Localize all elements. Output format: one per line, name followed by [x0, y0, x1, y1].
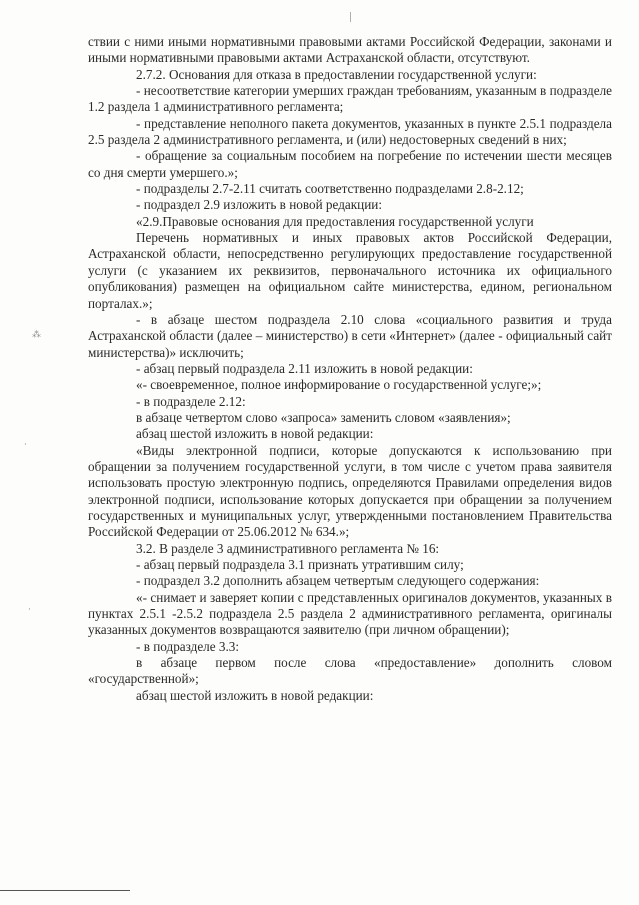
- paragraph: 3.2. В разделе 3 административного регламента № 16:: [136, 540, 440, 556]
- page-bottom-rule: [0, 890, 130, 891]
- scan-speck: ·: [28, 605, 31, 615]
- paragraph: - несоответствие категории умерших граждан требованиям, указанным в подразделе 1.2 раздела 1 административного регламента;: [88, 83, 612, 115]
- paragraph: в абзаце четвертом слово «запроса» заменить словом «заявления»;: [136, 409, 511, 425]
- paragraph: - подраздел 3.2 дополнить абзацем четвертым следующего содержания:: [136, 573, 540, 589]
- paragraph: - в подразделе 3.3:: [136, 638, 240, 654]
- paragraph: - абзац первый подраздела 2.11 изложить в новой редакции:: [136, 360, 473, 376]
- paragraph: Перечень нормативных и иных правовых актов Российской Федерации, Астраханской области, непосредственно регулирующих предоставление государственной услуги (с указанием их реквизитов, первоначального источника их официального опубликования) размещен на официальном сайте министерства, едином, региональном порталах.»;: [88, 230, 612, 311]
- paragraph: - подраздел 2.9 изложить в новой редакции:: [136, 197, 383, 213]
- paragraph: абзац шестой изложить в новой редакции:: [136, 687, 374, 703]
- paragraph: в абзаце первом после слова «предоставление» дополнить словом «государственной»;: [88, 655, 612, 687]
- paragraph: ствии с ними иными нормативными правовыми актами Российской Федерации, законами и иными нормативными правовыми актами Астраханской области, отсутствуют.: [88, 34, 612, 66]
- paragraph: «- своевременное, полное информирование о государственной услуге;»;: [136, 377, 542, 393]
- section-heading: «2.9.Правовые основания для предоставления государственной услуги: [136, 213, 534, 229]
- paragraph: «Виды электронной подписи, которые допускаются к использованию при обращении за получением государственной услуги, в том числе с учетом права заявителя использовать простую электронную подпись, определяются Правилами определения видов электронной подписи, использование которых допускается при обращении за получением государственных и муниципальных услуг, утвержденными постановлением Правительства Российской Федерации от 25.06.2012 № 634.»;: [88, 442, 612, 540]
- paragraph: - абзац первый подраздела 3.1 признать утратившим силу;: [136, 557, 464, 572]
- paragraph: - в подразделе 2.12:: [136, 393, 246, 409]
- document-body: [88, 34, 612, 704]
- scan-speck: ·: [24, 440, 27, 450]
- paragraph: - в абзаце шестом подраздела 2.10 слова «социального развития и труда Астраханской области (далее – министерство) в сети «Интернет» (далее - официальный сайт министерства)» исключить;: [88, 311, 612, 360]
- scan-speck: ⁂: [32, 330, 41, 340]
- paragraph: - обращение за социальным пособием на погребение по истечении шести месяцев со дня смерти умершего.»;: [88, 148, 612, 180]
- paragraph: «- снимает и заверяет копии с представленных оригиналов документов, указанных в пунктах 2.5.1 -2.5.2 подраздела 2.5 раздела 2 административного регламента, оригиналы указанных документов возвращаются заявителю (при личном обращении);: [88, 589, 612, 638]
- scan-mark: [350, 12, 351, 22]
- paragraph: - представление неполного пакета документов, указанных в пункте 2.5.1 подраздела 2.5 раздела 2 административного регламента, и (или) недостоверных сведений в них;: [88, 115, 612, 148]
- paragraph: 2.7.2. Основания для отказа в предоставлении государственной услуги:: [136, 66, 537, 82]
- paragraph: абзац шестой изложить в новой редакции:: [136, 426, 374, 442]
- paragraph: - подразделы 2.7-2.11 считать соответственно подразделами 2.8-2.12;: [136, 181, 524, 197]
